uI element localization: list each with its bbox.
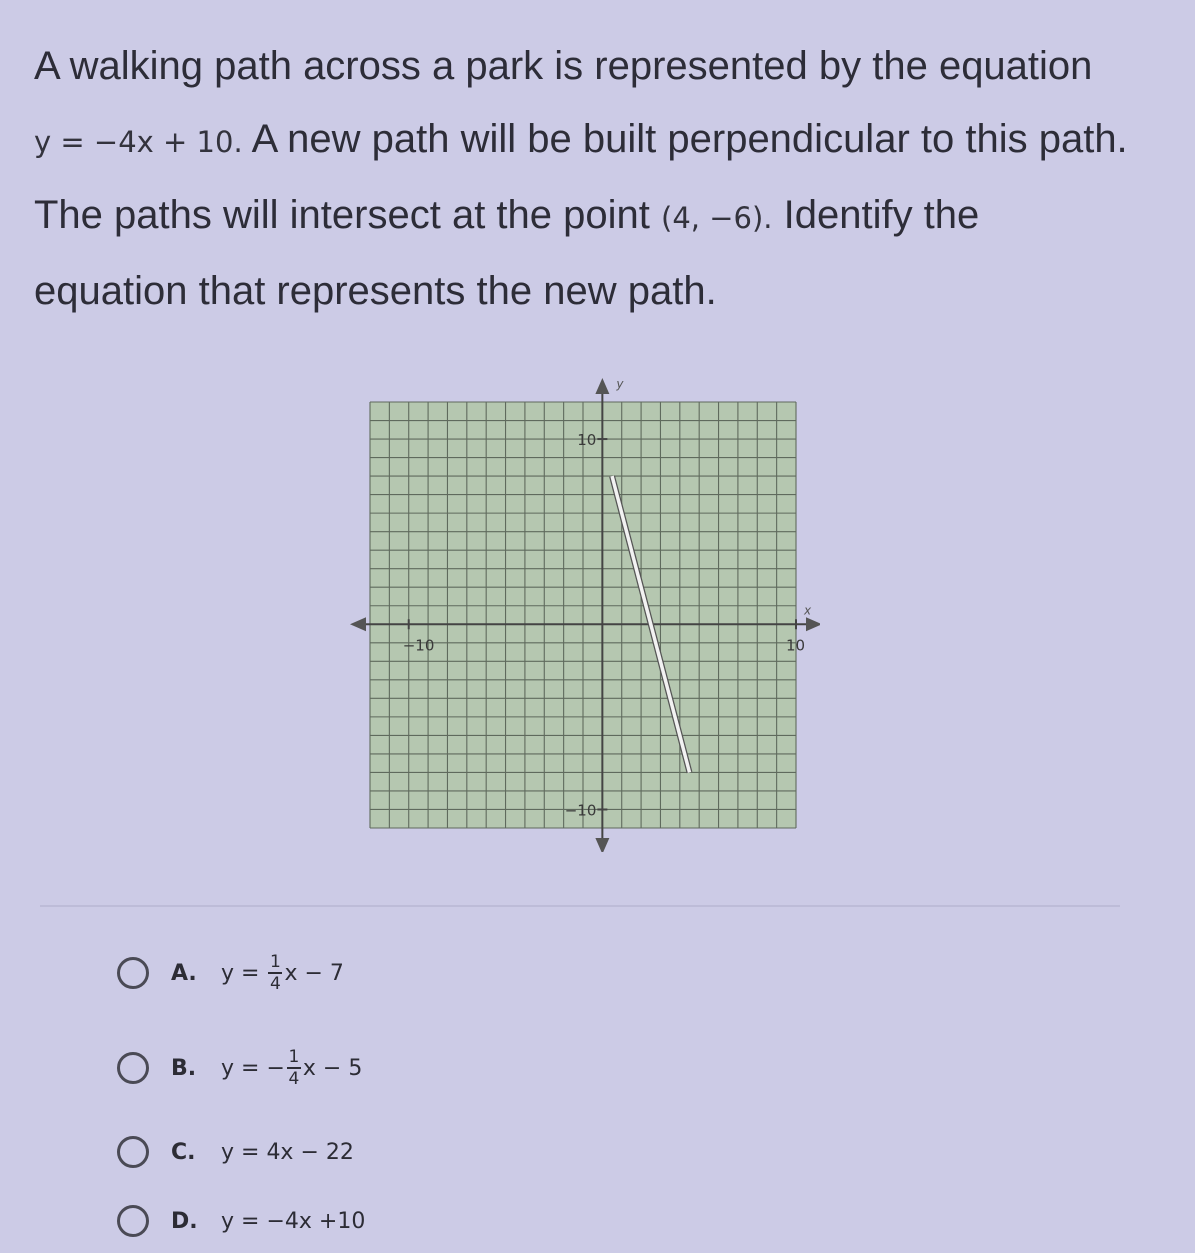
radio-button-a[interactable]: [117, 957, 149, 989]
choice-a[interactable]: [117, 948, 344, 998]
choice-a-letter: A.: [171, 960, 197, 986]
choice-d-letter: D.: [171, 1208, 198, 1234]
radio-button-d[interactable]: [117, 1205, 149, 1237]
choice-a-equation: [221, 953, 344, 993]
choice-a-numerator: 1: [270, 952, 281, 972]
choice-d[interactable]: [117, 1196, 365, 1246]
choice-b-equation: [221, 1048, 362, 1088]
question-line-4: equation that represents the new path.: [34, 269, 717, 313]
choice-a-fraction: [268, 953, 282, 993]
choice-b-numerator: 1: [288, 1047, 300, 1067]
x-axis-arrow-right: [806, 617, 820, 631]
graph-svg: [350, 372, 820, 852]
choice-a-prefix: y =: [221, 960, 267, 986]
choice-b[interactable]: [117, 1043, 362, 1093]
question-line-3b: Identify the: [772, 193, 980, 237]
section-divider: [40, 905, 1120, 907]
x-axis-arrow-left: [350, 617, 366, 631]
choice-b-suffix: x − 5: [302, 1055, 363, 1081]
radio-button-b[interactable]: [117, 1052, 149, 1084]
x-tick-label-neg10: −10: [402, 636, 435, 655]
y-axis-arrow-up: [595, 378, 609, 394]
y-tick-label-10: 10: [577, 431, 597, 450]
y-axis-label: y: [616, 377, 624, 391]
x-tick-label-10: 10: [786, 636, 806, 655]
choice-a-suffix: x − 7: [284, 960, 344, 986]
question-line-3: The paths will intersect at the point: [34, 193, 661, 237]
choice-c[interactable]: [117, 1127, 354, 1177]
choice-a-denominator: 4: [270, 974, 281, 994]
choice-b-prefix: y = −: [221, 1055, 285, 1081]
question-line-2: A new path will be built perpendicular to this path.: [242, 117, 1128, 161]
choice-c-equation: y = 4x − 22: [221, 1139, 354, 1165]
choice-b-fraction: [287, 1048, 301, 1088]
coordinate-graph: [350, 372, 820, 852]
choice-d-equation: y = −4x +10: [221, 1208, 366, 1234]
choice-b-letter: B.: [171, 1055, 197, 1081]
question-line-1: A walking path across a park is represented by the equation: [34, 44, 1093, 88]
y-tick-label-neg10: −10: [564, 801, 597, 820]
given-equation: y = −4x + 10.: [34, 125, 243, 159]
choice-c-letter: C.: [171, 1139, 196, 1165]
radio-button-c[interactable]: [117, 1136, 149, 1168]
question-text: [34, 30, 1164, 328]
y-axis-arrow-down: [595, 838, 609, 852]
choice-b-denominator: 4: [288, 1069, 300, 1089]
intersection-point: (4, −6).: [661, 201, 773, 235]
x-axis-label: x: [804, 603, 812, 618]
